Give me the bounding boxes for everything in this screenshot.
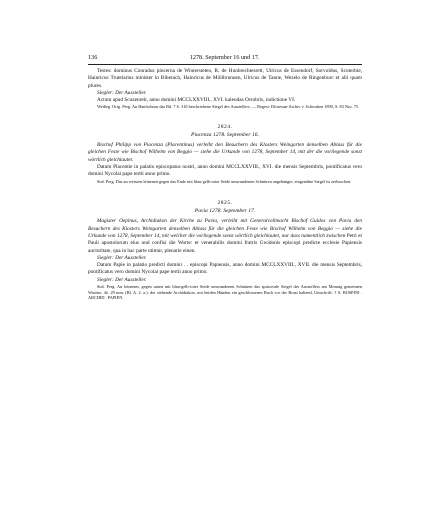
document-number: 2825. [217, 200, 233, 207]
running-title: 1278. September 16 und 17. [189, 54, 260, 61]
datum-line: Datum Papie in palatio predicti domini . . episcopi Papiensis, anno domini MCCLXXVIII., XVII. die mensis Septembris, pontificatus vero domini Nycolai pape tertii anno primo. [88, 262, 362, 276]
place-date-heading: Pavia 1278. September 17. [194, 208, 256, 215]
regest-paragraph [88, 218, 362, 254]
document-number: 2824. [217, 124, 233, 131]
datum-line: Datum Placentie in palatio episcopatus nostri, anno domini MCCLXXVIII., XVI. die mensis Septembris, pontificatus vero domini Nycolai pape tertii anno primo. [88, 164, 362, 178]
regest-italic: Magister Oepinus, Archidiakon der Kirche zu Pavia, verleiht mit Generalvollmacht Bischof Guidos von Pavia den Besuchern des Klosters Weingarten denselben Ablass für die gleichen Feste wie Bischof Wilhelm von Beggio — siehe die Urkunde von 1278, September 14, mit welcher die vorliegende sonst wörtlich gleichlautet, nur dass namentlich zwischen [88, 218, 362, 239]
archive-note: Stal. Perg. An leinenen, gegen unten mit blau-gelb-roter Seide umwundenen Schnüren das spitzovale Siegel des Ausstellers am Monnig gemeinten Wachse, 4ö. 29 mm. (Bl. A. 2. a.): der stehende Archidiakon, mit beiden Händen ein geschlossenes Buch vor der Brust haltend, Umschrift: † S. BOSPINI . ARCHID . PAPIEN. [88, 284, 362, 301]
regest-quoted-words: Petri et Pauli apostolorum eius und confisi die Worte: et venerabilis domini fratris Gwidonis episcopi predicte ecclesie Papiensis auctoritate, qua in hac parte utimur, plenarie einen. [88, 232, 362, 254]
sealer-line: Siegler: Der Aussteller. [97, 276, 147, 283]
document-page [88, 54, 362, 301]
place-date-heading: Piacenza 1278. September 16. [191, 132, 259, 139]
page-number: 136 [88, 54, 98, 61]
archive-note: Weißeg. Orig. Perg. An Hanfschnur das Bd. 7 S. 316 beschriebene Siegel des Ausstellers. — Regest: Diözesan-Archiv v. Schwaben 1890, S. 83 Nro. 75. [97, 104, 360, 110]
sealer-line: Siegler: Der Aussteller. [97, 254, 147, 261]
regest-paragraph: Bischof Philipp von Piacenza (Placentinus) verleiht den Besuchern des Klosters Weingarten denselben Ablass für die gleichen Feste wie Bischof Wilhelm von Beggio — siehe die Urkunde von 1278, September 14, mit der die vorliegende sonst wörtlich gleichlautet. [88, 142, 362, 163]
archive-note: Stal. Perg. Das an weissen leinenen gegen das Ende mit blau-gelb-roter Seide umwundenen Schnüren angehängte, eingenähte Siegel ist zerbrochen. [97, 178, 352, 184]
actum-line: Actum apud Scuzenreit, anno domini MCCLXXVIII., XVI. kalendas Octobris, indictione VI. [97, 97, 296, 104]
page-header [88, 54, 362, 62]
witness-list: Testes: dominus Conradus pincerna de Wintersteten, R. de Hunbrechtesrett, Ulricus de Essendorf, Sorvoldus, Scuterbie, Hainricus Trutelarius minister in Biberach, Hainricus de Mölibrunnen, Ulricus de Tanne, Wezelo de Ringenburc et alii quam plures. [88, 68, 362, 89]
sealer-line: Siegler: Der Aussteller. [97, 89, 147, 96]
